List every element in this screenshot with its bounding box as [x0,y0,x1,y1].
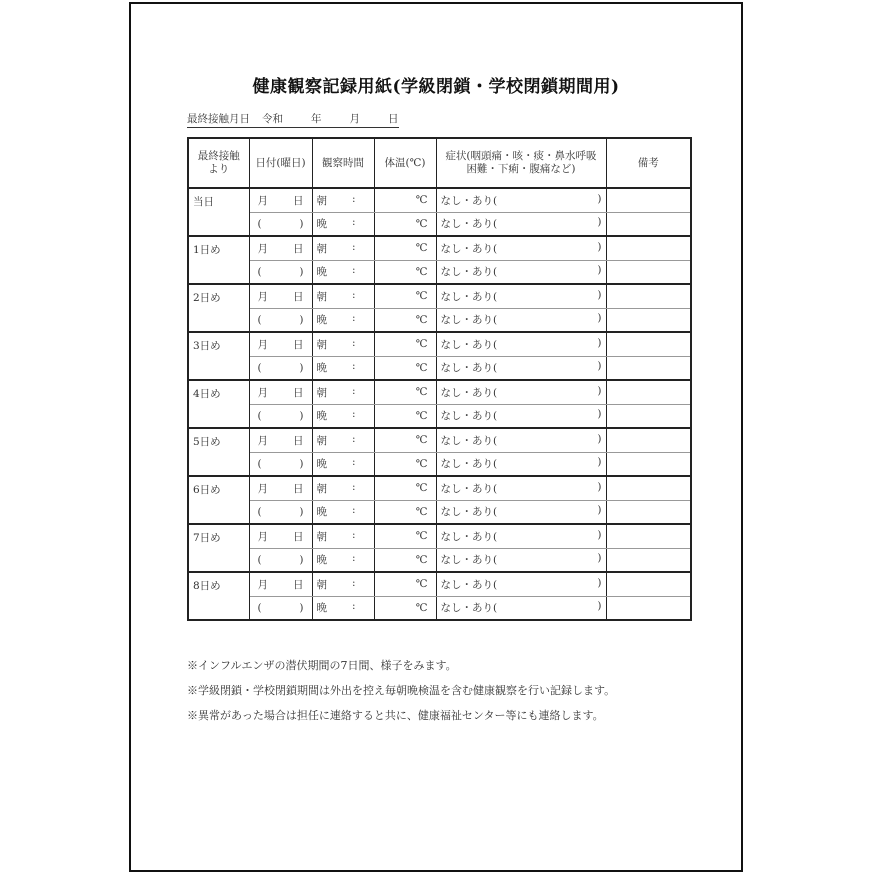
symptom-evening-cell[interactable]: なし・あり( ) [436,548,606,572]
temp-evening-cell[interactable]: ℃ [374,260,436,284]
era-label: 令和 [262,113,283,125]
table-row [188,332,691,356]
day-label-cell: 2日め [188,284,249,332]
time-morning-cell[interactable]: 朝 : [312,284,374,308]
header-temp: 体温(℃) [374,138,436,188]
time-morning-cell[interactable]: 朝 : [312,476,374,500]
weekday-cell[interactable]: ( ) [249,404,312,428]
time-evening-cell[interactable]: 晩 : [312,548,374,572]
time-evening-cell[interactable]: 晩 : [312,356,374,380]
day-label-cell: 7日め [188,524,249,572]
remarks-evening-cell[interactable] [606,356,691,380]
time-evening-cell[interactable]: 晩 : [312,452,374,476]
symptom-evening-cell[interactable]: なし・あり( ) [436,500,606,524]
symptom-evening-cell[interactable]: なし・あり( ) [436,356,606,380]
time-morning-cell[interactable]: 朝 : [312,332,374,356]
time-evening-cell[interactable]: 晩 : [312,404,374,428]
note-1: ※インフルエンザの潜伏期間の7日間、様子をみます。 [187,659,457,672]
time-morning-cell[interactable]: 朝 : [312,524,374,548]
temp-morning-cell[interactable]: ℃ [374,236,436,260]
table-row [188,572,691,596]
temp-evening-cell[interactable]: ℃ [374,548,436,572]
symptom-morning-cell[interactable]: なし・あり( ) [436,284,606,308]
weekday-cell[interactable]: ( ) [249,452,312,476]
weekday-cell[interactable]: ( ) [249,212,312,236]
last-contact-label: 最終接触月日 [187,113,250,125]
remarks-morning-cell[interactable] [606,428,691,452]
day-label-cell: 8日め [188,572,249,620]
date-cell[interactable]: 月 日 [249,284,312,308]
remarks-morning-cell[interactable] [606,476,691,500]
symptom-morning-cell[interactable]: なし・あり( ) [436,572,606,596]
weekday-cell[interactable]: ( ) [249,356,312,380]
remarks-morning-cell[interactable] [606,236,691,260]
temp-morning-cell[interactable]: ℃ [374,332,436,356]
document-page [129,2,743,872]
time-morning-cell[interactable]: 朝 : [312,188,374,212]
temp-morning-cell[interactable]: ℃ [374,524,436,548]
header-date: 日付(曜日) [249,138,312,188]
day-label-cell: 1日め [188,236,249,284]
table-row [188,476,691,500]
temp-morning-cell[interactable]: ℃ [374,572,436,596]
document-title: 健康観察記録用紙(学級閉鎖・学校閉鎖期間用) [252,77,620,97]
day-label: 日 [388,113,399,125]
temp-evening-cell[interactable]: ℃ [374,404,436,428]
remarks-evening-cell[interactable] [606,500,691,524]
remarks-evening-cell[interactable] [606,260,691,284]
day-label-cell: 当日 [188,188,249,236]
temp-morning-cell[interactable]: ℃ [374,428,436,452]
time-morning-cell[interactable]: 朝 : [312,380,374,404]
table-row [188,596,691,620]
day-label-cell: 6日め [188,476,249,524]
table-row [188,260,691,284]
symptom-evening-cell[interactable]: なし・あり( ) [436,260,606,284]
date-cell[interactable]: 月 日 [249,428,312,452]
symptom-morning-cell[interactable]: なし・あり( ) [436,380,606,404]
temp-evening-cell[interactable]: ℃ [374,500,436,524]
time-evening-cell[interactable]: 晩 : [312,596,374,620]
temp-evening-cell[interactable]: ℃ [374,596,436,620]
day-label-cell: 5日め [188,428,249,476]
table-row [188,404,691,428]
weekday-cell[interactable]: ( ) [249,260,312,284]
table-header-row [188,138,691,188]
header-symptoms: 症状(咽頭痛・咳・痰・鼻水呼吸困難・下痢・腹痛など) [436,138,606,188]
temp-evening-cell[interactable]: ℃ [374,452,436,476]
table-row [188,236,691,260]
table-row [188,380,691,404]
weekday-cell[interactable]: ( ) [249,308,312,332]
notes [187,658,615,733]
temp-evening-cell[interactable]: ℃ [374,308,436,332]
symptom-morning-cell[interactable]: なし・あり( ) [436,524,606,548]
temp-evening-cell[interactable]: ℃ [374,212,436,236]
time-morning-cell[interactable]: 朝 : [312,572,374,596]
table-row [188,524,691,548]
temp-morning-cell[interactable]: ℃ [374,284,436,308]
temp-morning-cell[interactable]: ℃ [374,476,436,500]
table-row [188,500,691,524]
remarks-morning-cell[interactable] [606,524,691,548]
symptom-evening-cell[interactable]: なし・あり( ) [436,452,606,476]
remarks-morning-cell[interactable] [606,380,691,404]
remarks-morning-cell[interactable] [606,284,691,308]
table-row [188,284,691,308]
date-cell[interactable]: 月 日 [249,572,312,596]
day-label-cell: 4日め [188,380,249,428]
table-body [188,188,691,620]
symptom-evening-cell[interactable]: なし・あり( ) [436,404,606,428]
table-row [188,188,691,212]
time-evening-cell[interactable]: 晩 : [312,260,374,284]
last-contact-line [187,111,399,128]
symptom-morning-cell[interactable]: なし・あり( ) [436,332,606,356]
symptom-morning-cell[interactable]: なし・あり( ) [436,236,606,260]
table-row [188,548,691,572]
table-row [188,356,691,380]
header-time: 観察時間 [312,138,374,188]
time-morning-cell[interactable]: 朝 : [312,236,374,260]
symptom-evening-cell[interactable]: なし・あり( ) [436,308,606,332]
remarks-evening-cell[interactable] [606,548,691,572]
date-cell[interactable]: 月 日 [249,236,312,260]
remarks-evening-cell[interactable] [606,596,691,620]
table-row [188,428,691,452]
header-remarks: 備考 [606,138,691,188]
weekday-cell[interactable]: ( ) [249,548,312,572]
temp-morning-cell[interactable]: ℃ [374,188,436,212]
date-cell[interactable]: 月 日 [249,476,312,500]
month-label: 月 [349,113,360,125]
day-label-cell: 3日め [188,332,249,380]
remarks-morning-cell[interactable] [606,332,691,356]
symptom-morning-cell[interactable]: なし・あり( ) [436,188,606,212]
date-cell[interactable]: 月 日 [249,188,312,212]
date-cell[interactable]: 月 日 [249,524,312,548]
symptom-morning-cell[interactable]: なし・あり( ) [436,428,606,452]
symptom-evening-cell[interactable]: なし・あり( ) [436,596,606,620]
note-2: ※学級閉鎖・学校閉鎖期間は外出を控え毎朝晩検温を含む健康観察を行い記録します。 [187,684,616,697]
table-row [188,452,691,476]
header-last-contact: 最終接触より [188,138,249,188]
remarks-evening-cell[interactable] [606,212,691,236]
last-contact-field [187,111,399,128]
note-3: ※異常があった場合は担任に連絡すると共に、健康福祉センター等にも連絡します。 [187,709,604,722]
table-row [188,212,691,236]
time-morning-cell[interactable]: 朝 : [312,428,374,452]
year-label: 年 [311,113,322,125]
remarks-evening-cell[interactable] [606,452,691,476]
time-evening-cell[interactable]: 晩 : [312,308,374,332]
weekday-cell[interactable]: ( ) [249,500,312,524]
symptom-evening-cell[interactable]: なし・あり( ) [436,212,606,236]
remarks-morning-cell[interactable] [606,572,691,596]
date-cell[interactable]: 月 日 [249,380,312,404]
remarks-evening-cell[interactable] [606,404,691,428]
temp-evening-cell[interactable]: ℃ [374,356,436,380]
time-evening-cell[interactable]: 晩 : [312,212,374,236]
symptom-morning-cell[interactable]: なし・あり( ) [436,476,606,500]
remarks-morning-cell[interactable] [606,188,691,212]
observation-table [187,137,692,621]
table-row [188,308,691,332]
time-evening-cell[interactable]: 晩 : [312,500,374,524]
temp-morning-cell[interactable]: ℃ [374,380,436,404]
remarks-evening-cell[interactable] [606,308,691,332]
date-cell[interactable]: 月 日 [249,332,312,356]
weekday-cell[interactable]: ( ) [249,596,312,620]
